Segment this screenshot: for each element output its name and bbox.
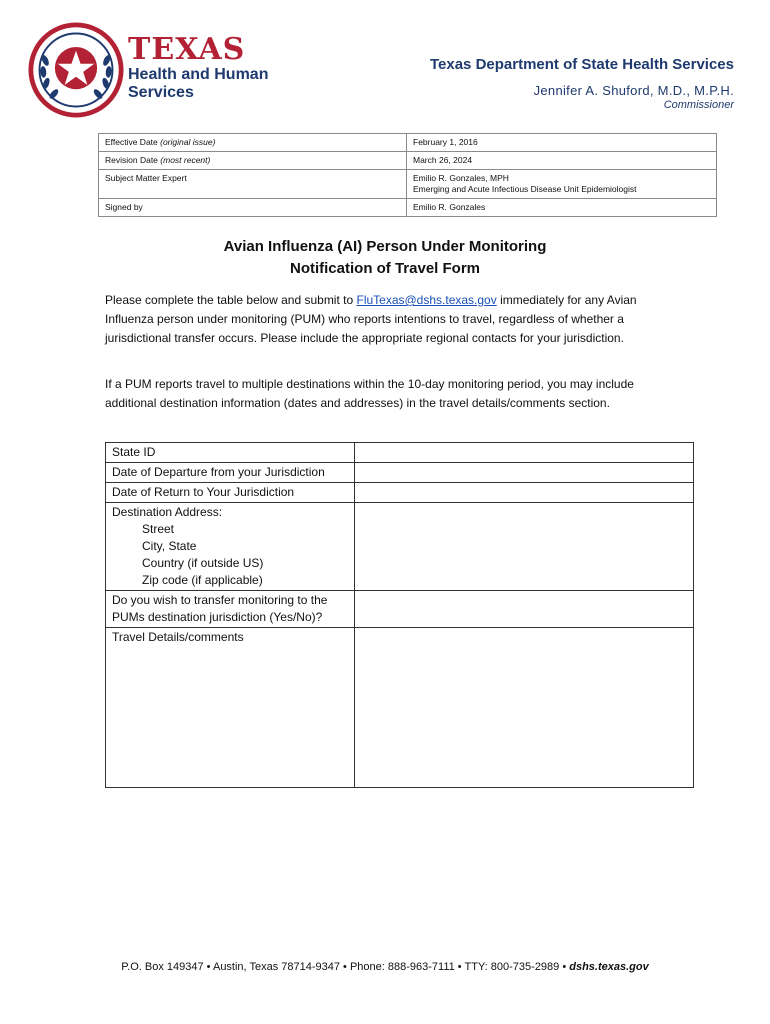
country-label: Country (if outside US) [142,556,264,570]
meta-value: February 1, 2016 [407,134,717,152]
city-state-label: City, State [142,539,197,553]
commissioner-title: Commissioner [663,99,734,111]
hhs-wordmark [128,34,268,102]
table-row [106,463,694,483]
department-name: Texas Department of State Health Services [429,56,734,73]
return-date-label: Date of Return to Your Jurisdiction [106,483,355,503]
table-row [106,503,694,591]
form-title [0,236,770,280]
travel-details-field[interactable] [355,628,694,788]
table-row [106,443,694,463]
meta-label: Revision Date (most recent) [99,152,407,170]
commissioner-name: Jennifer A. Shuford, M.D., M.P.H. [533,83,734,98]
logo-main-text: TEXAS [128,32,246,67]
departure-date-field[interactable] [355,463,694,483]
logo-line-3: Services [128,84,194,101]
return-date-field[interactable] [355,483,694,503]
form-title-line-2: Notification of Travel Form [289,260,481,277]
logo-line-2: Health and Human [128,66,269,83]
footer-website: dshs.texas.gov [569,961,649,973]
texas-star-seal-icon [28,22,124,118]
meta-label: Subject Matter Expert [99,170,407,199]
travel-details-label: Travel Details/comments [106,628,355,788]
instructions-paragraph: Please complete the table below and submit to FluTexas@dshs.texas.gov immediately for any Avian Influenza person under monitoring (PUM) who reports intentions to travel, regardless of whether a jurisdictional transfer occurs. Please include the appropriate regional contacts for your jurisdiction. [105,293,637,345]
transfer-label: Do you wish to transfer monitoring to the PUMs destination jurisdiction (Yes/No)? [106,591,355,628]
document-meta-table [98,133,717,217]
table-row [99,170,717,199]
footer-contact: P.O. Box 149347 • Austin, Texas 78714-9347 • Phone: 888-963-7111 • TTY: 800-735-2989 • dshs.texas.gov [121,961,649,973]
table-row [99,152,717,170]
street-label: Street [142,522,175,536]
destination-address-field[interactable] [355,503,694,591]
travel-form-table [105,442,694,788]
table-row [106,591,694,628]
state-id-field[interactable] [355,443,694,463]
table-row [99,199,717,217]
departure-date-label: Date of Departure from your Jurisdiction [106,463,355,483]
multi-destination-paragraph: If a PUM reports travel to multiple destinations within the 10-day monitoring period, you may include additional destination information (dates and addresses) in the travel details/comments section. [105,377,634,410]
meta-value: March 26, 2024 [407,152,717,170]
email-link[interactable]: FluTexas@dshs.texas.gov [356,293,497,307]
table-row [106,483,694,503]
department-block [430,56,734,111]
state-id-label: State ID [106,443,355,463]
transfer-field[interactable] [355,591,694,628]
table-row [106,628,694,788]
meta-value: Emilio R. Gonzales [407,199,717,217]
zip-label: Zip code (if applicable) [142,573,263,587]
meta-label: Effective Date (original issue) [99,134,407,152]
form-title-line-1: Avian Influenza (AI) Person Under Monitoring [223,238,547,255]
meta-label: Signed by [99,199,407,217]
table-row [99,134,717,152]
meta-value: Emilio R. Gonzales, MPH Emerging and Acute Infectious Disease Unit Epidemiologist [407,170,717,199]
destination-address-label: Destination Address: Street City, State Country (if outside US) Zip code (if applicable) [106,503,355,591]
